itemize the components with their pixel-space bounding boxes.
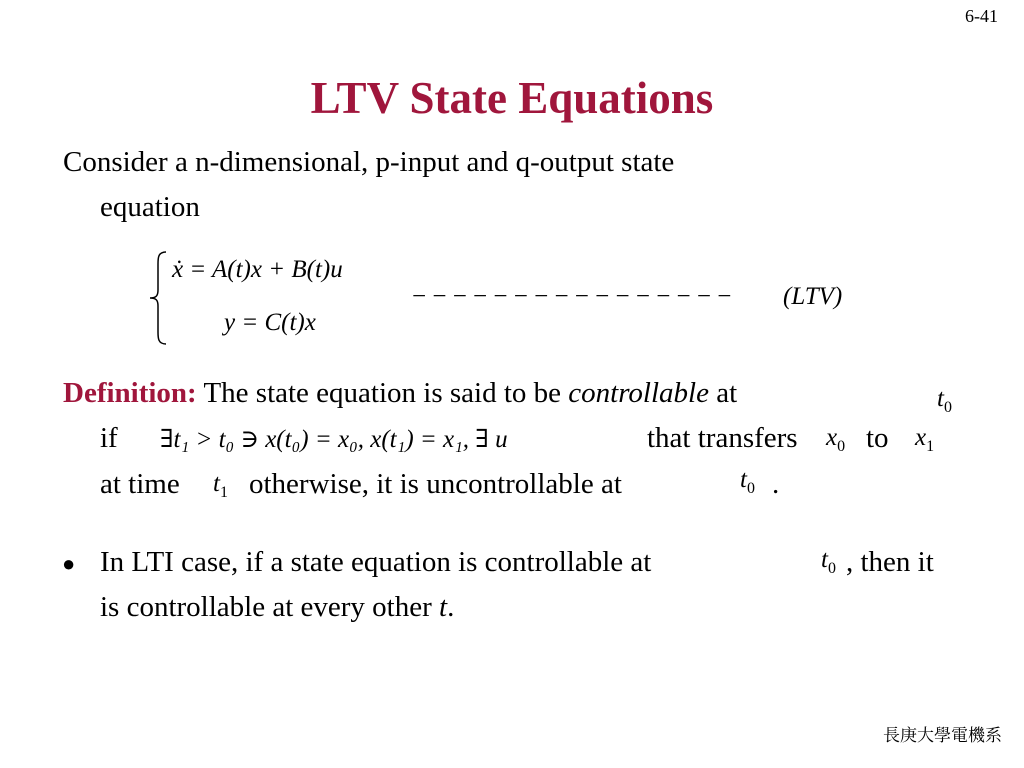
bullet-line-2	[100, 591, 454, 624]
page-number: 6-41	[965, 6, 998, 26]
t0-symbol-1: $t_0$	[937, 385, 952, 416]
slide-title: LTV State Equations	[310, 73, 714, 123]
that-transfers-text: that transfers	[647, 422, 798, 454]
state-equation	[172, 256, 343, 284]
t0-symbol-3: $t_0$	[821, 546, 836, 577]
x1-symbol: $x_1$	[915, 424, 935, 455]
otherwise-text: otherwise, it is uncontrollable at	[249, 468, 622, 500]
definition-line-1	[63, 377, 737, 410]
bullet-period: .	[447, 591, 455, 623]
bullet-icon: ●	[62, 551, 76, 576]
output-equation-text: y = C(t)x	[224, 309, 316, 336]
bullet-line-1-end: , then it	[846, 546, 934, 578]
t1-symbol: $t_1$	[213, 470, 228, 501]
controllability-condition: ∃t₁ > t₀ ∋ x(t₀) = x₀, x(t₁) = x₁, ∃ u	[160, 426, 508, 453]
intro-line-2: equation	[100, 191, 200, 223]
equation-label: (LTV)	[783, 283, 843, 310]
definition-text: The state equation is said to be	[203, 377, 562, 409]
x0-symbol: $x_0$	[826, 424, 846, 455]
equation-dashes: − − − − − − − − − − − − − − − −	[412, 283, 732, 310]
state-equation-text: ẋ = A(t)x + B(t)u	[172, 256, 343, 283]
definition-at: at	[716, 377, 738, 409]
to-text: to	[866, 422, 889, 454]
definition-period: .	[772, 468, 780, 500]
intro-line-1: Consider a n-dimensional, p-input and q-output state	[63, 146, 675, 178]
definition-label: Definition:	[63, 377, 197, 409]
output-equation	[224, 309, 316, 337]
bullet-line-1: In LTI case, if a state equation is controllable at	[100, 546, 652, 578]
bullet-line-2-text: is controllable at every other	[100, 591, 432, 623]
definition-emphasis: controllable	[568, 377, 709, 409]
t0-symbol-2: $t_0$	[740, 466, 755, 497]
left-brace-icon	[146, 250, 168, 346]
at-time-text: at time	[100, 468, 180, 500]
definition-if: if	[100, 422, 118, 454]
footer-institution: 長庚大學電機系	[883, 726, 1002, 746]
bullet-variable-t: t	[439, 591, 448, 623]
